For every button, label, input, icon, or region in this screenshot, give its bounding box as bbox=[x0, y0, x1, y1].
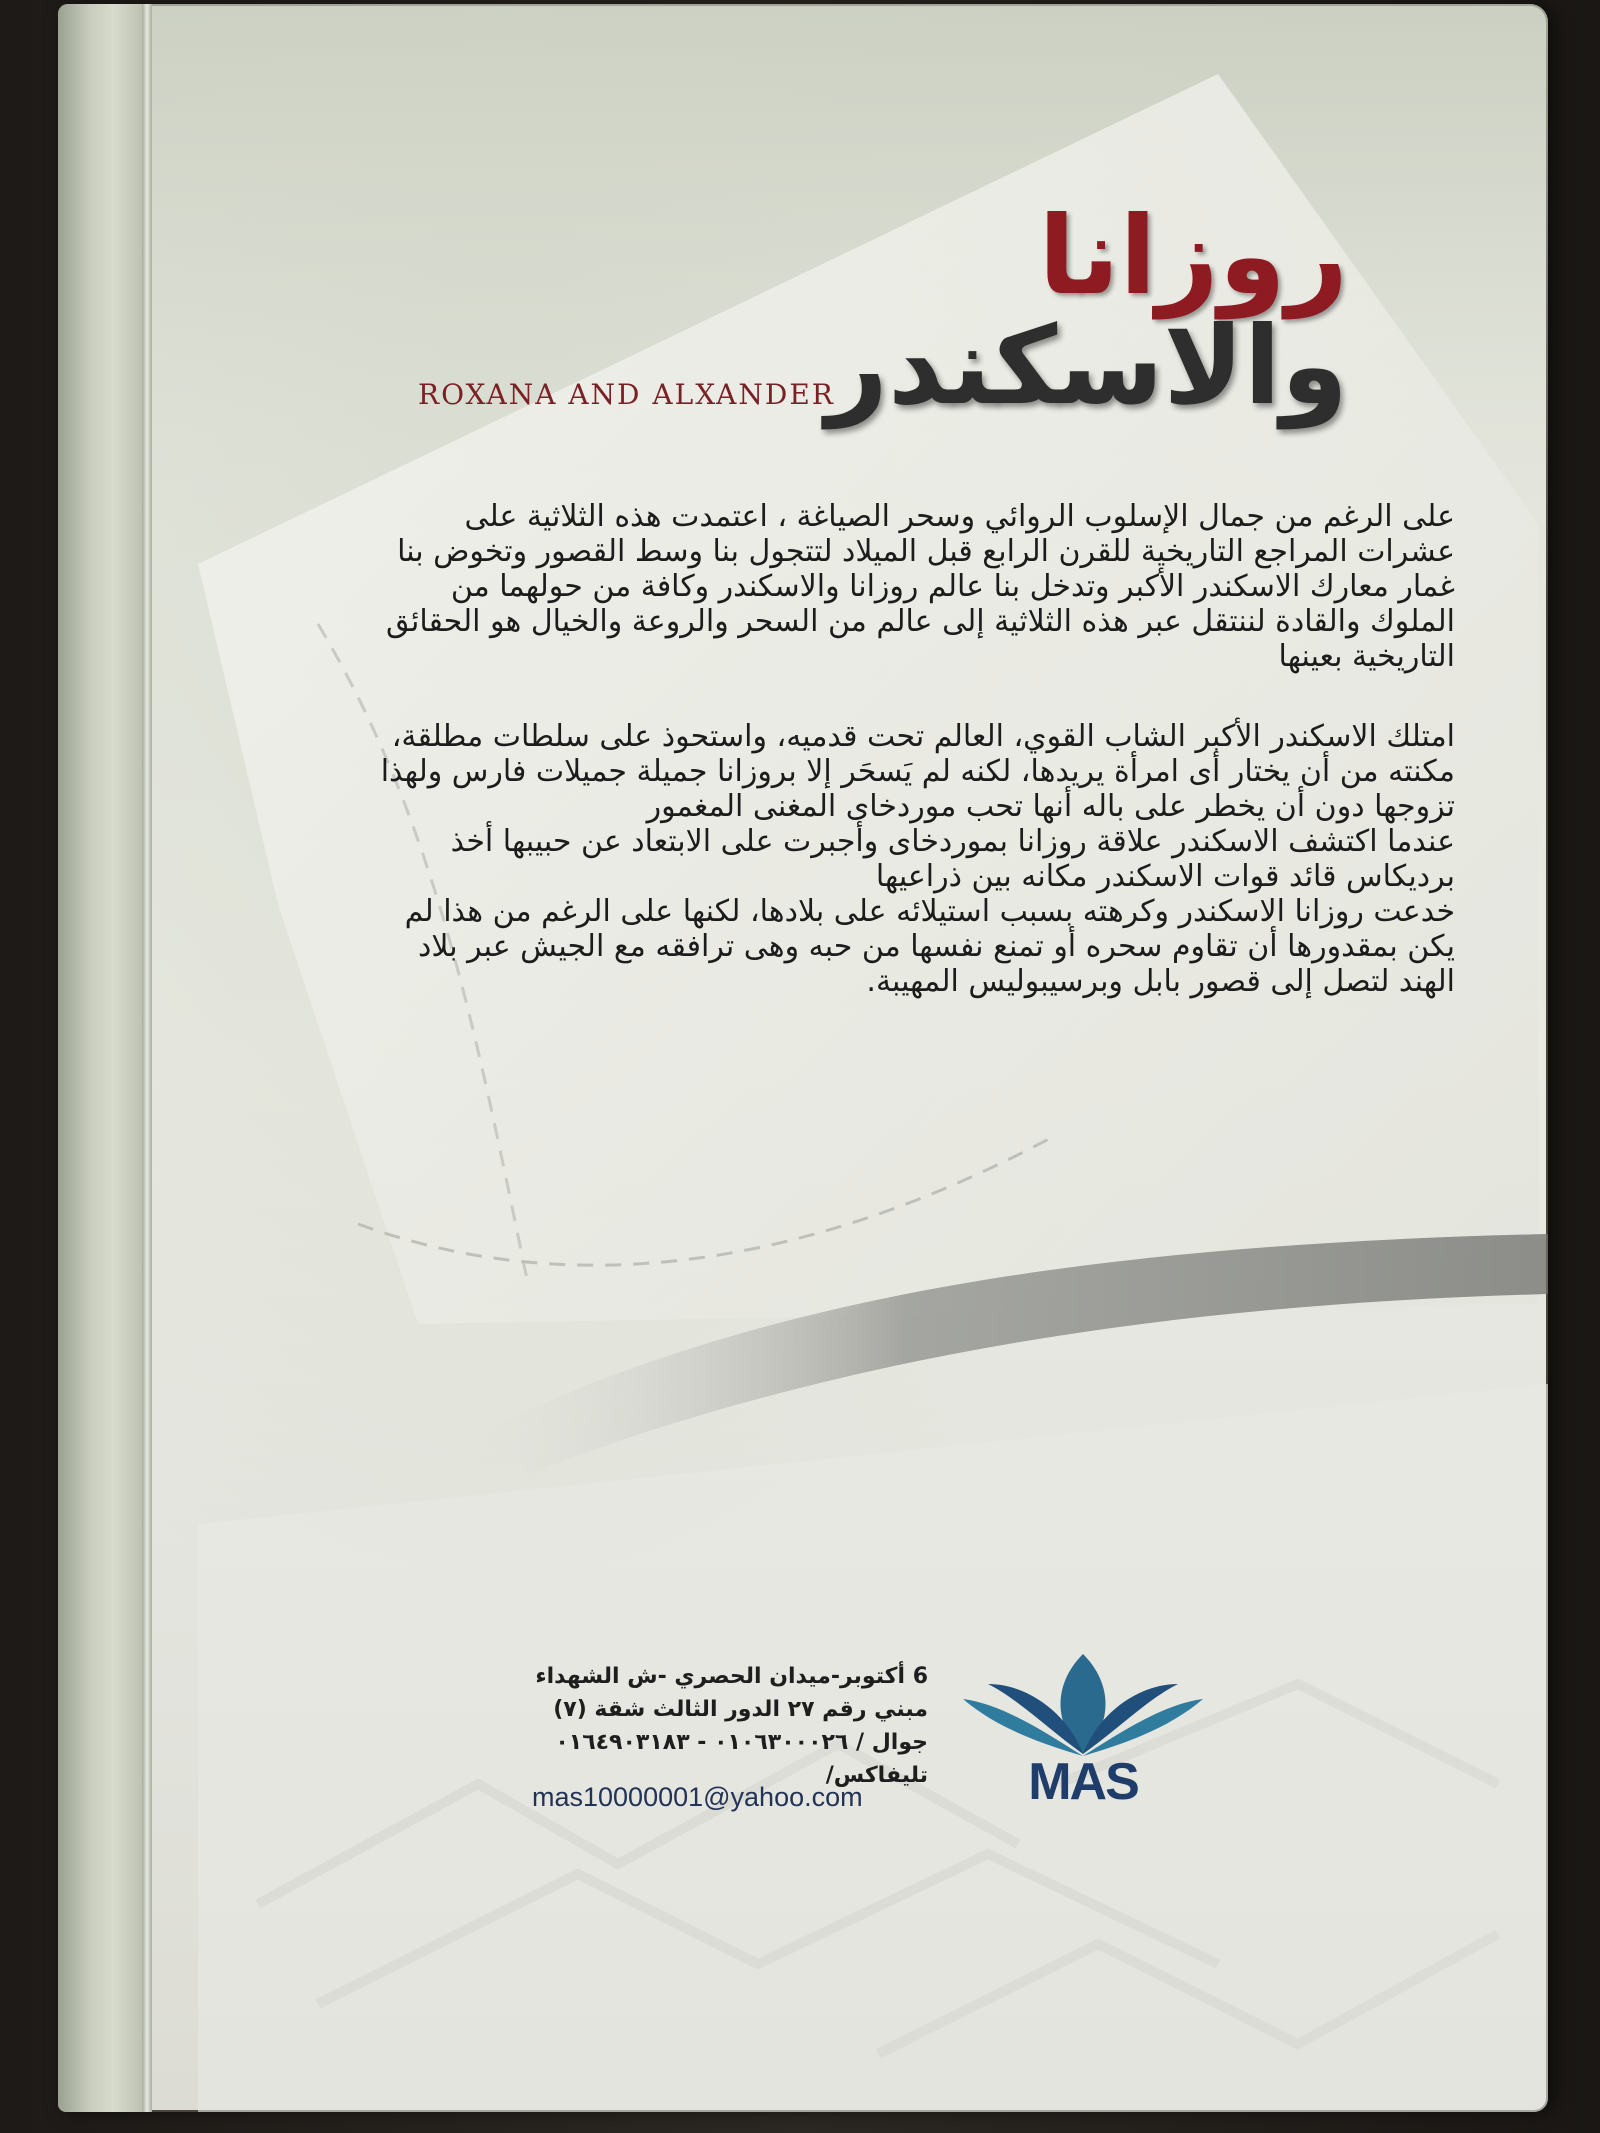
book-blurb bbox=[370, 499, 1455, 999]
blurb-paragraph: امتلك الاسكندر الأكبر الشاب القوي، العالم تحت قدميه، واستحوذ على سلطات مطلقة، مكنته من أن يختار أى امرأة يريدها، لكنه لم يَسحَر إلا بروزانا جميلة جميلات فارس ولهذا تزوجها دون أن يخطر على باله أنها تحب موردخاى المغنى المغمور bbox=[380, 719, 1455, 824]
title-alexander: والاسكندر bbox=[825, 304, 1348, 429]
book-title bbox=[818, 194, 1378, 434]
book-back-cover bbox=[58, 4, 1548, 2112]
address-line: 6 أكتوبر-ميدان الحصري -ش الشهداء bbox=[535, 1664, 928, 1689]
publisher-logo bbox=[958, 1644, 1208, 1834]
logo-text: MAS bbox=[1028, 1753, 1138, 1811]
english-subtitle: ROXANA AND ALXANDER bbox=[418, 378, 835, 411]
blurb-paragraph: عندما اكتشف الاسكندر علاقة روزانا بموردخاى وأجبرت على الابتعاد عن حبيبها أخذ برديكاس قائد قوات الاسكندر مكانه بين ذراعيها bbox=[450, 824, 1455, 894]
title-roxana: روزانا bbox=[1038, 194, 1348, 319]
publisher-address bbox=[528, 1660, 928, 1792]
publisher-email: mas10000001@yahoo.com bbox=[532, 1782, 863, 1812]
blurb-paragraph: خدعت روزانا الاسكندر وكرهته بسبب استيلائه على بلادها، لكنها على الرغم من هذا لم يكن بمقدورها أن تقاوم سحره أو تمنع نفسها من حبه وهى ترافقه مع الجيش عبر بلاد الهند لتصل إلى قصور بابل وبرسيبوليس المهيبة. bbox=[404, 894, 1455, 999]
address-line: مبني رقم ٢٧ الدور الثالث شقة (٧) bbox=[553, 1697, 928, 1722]
book-spine bbox=[58, 4, 152, 2112]
mobile-line: جوال / ٠١٠٦٣٠٠٠٢٦ - ٠١٦٤٩٠٣١٨٣ bbox=[555, 1730, 928, 1755]
spine-groove bbox=[142, 4, 152, 2112]
fax-line: تليفاكس/ bbox=[825, 1763, 928, 1788]
blurb-paragraph: على الرغم من جمال الإسلوب الروائي وسحر الصياغة ، اعتمدت هذه الثلاثية على عشرات المراجع التاريخية للقرن الرابع قبل الميلاد لتتجول بنا وسط القصور وتخوض بنا غمار معارك الاسكندر الأكبر وتدخل بنا عالم روزانا والاسكندر وكافة من حولهما من الملوك والقادة لننتقل عبر هذه الثلاثية إلى عالم من السحر والروعة والخيال هو الحقائق التاريخية بعينها bbox=[385, 499, 1455, 674]
